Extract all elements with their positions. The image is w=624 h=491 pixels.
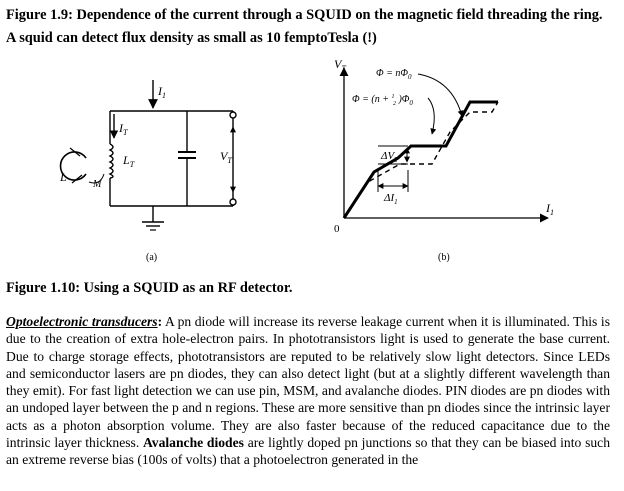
svg-text:ΔVT <box>380 150 399 164</box>
label-flux-half-sub: 0 <box>409 99 413 107</box>
label-lt: L <box>123 153 130 167</box>
graph-x-label-sub: 1 <box>550 208 554 217</box>
bold-term-avalanche: Avalanche diodes <box>143 435 244 451</box>
label-flux-n-sub: 0 <box>407 73 412 81</box>
svg-text:IT <box>118 121 128 137</box>
figure-1-9-drawing <box>0 52 624 270</box>
svg-text:LT <box>122 153 135 169</box>
paragraph-text-2: are lightly doped pn junctions so that they can be biased into such an extreme reverse bias (100s of volts) that a photoelectron generated in the <box>6 435 610 468</box>
label-l: L <box>60 170 67 184</box>
pointer-n-phi0 <box>418 74 462 116</box>
label-delta-v-sub: T <box>394 156 399 164</box>
label-flux-half-a: Φ = (n + <box>352 94 389 105</box>
label-delta-i-sub: 1 <box>394 198 398 206</box>
figure-1-10-caption: Figure 1.10: Using a SQUID as an RF detector. <box>6 280 293 296</box>
terminal-top <box>230 112 236 118</box>
paragraph-text-1: A pn diode will increase its reverse leakage current when it is illuminated. This is due to the creation of extra hole-electron pairs. In phototransistors light is used to generate the base current. Due to charge storage effects, phototransistors are reputed to be relatively slow light detectors. Since LEDs and semiconductor lasers are pn diodes, they can also detect light (but at a slightly different wavelength than they emit). For fast light detection we can use pin, MSM, and avalanche diodes. PIN diodes are pn diodes with an undoped layer between the p and n regions. These are more sensitive than pn diodes since the intrinsic layer acts as a photon absorption volume. They are also faster because of the reduced capacitance due to the intrinsic layer thickness. <box>6 314 610 451</box>
svg-text:Φ = (n + 1 2 <box>352 90 413 108</box>
svg-text:VT <box>334 57 346 73</box>
svg-text:I1 <box>157 84 166 100</box>
lead-term-wrap <box>6 314 162 329</box>
curve-dashed-half-phi0 <box>344 102 498 218</box>
vi-graph <box>344 68 548 218</box>
lead-colon: : <box>157 314 163 329</box>
label-vt-sub: T <box>227 156 232 165</box>
figure-1-9 <box>0 52 624 270</box>
graph-y-label-sub: T <box>341 64 346 73</box>
label-flux-half-den: 2 <box>392 101 396 107</box>
graph-origin: 0 <box>334 223 340 235</box>
label-it-sub: T <box>123 128 128 137</box>
terminal-bottom <box>230 199 236 205</box>
graph-y-label: V <box>334 57 342 71</box>
label-i1: I <box>158 84 162 98</box>
inductor-coil <box>110 144 113 178</box>
label-m: M <box>93 179 102 190</box>
label-delta-i: ΔI <box>384 192 395 204</box>
lead-term: Optoelectronic transducers <box>6 314 158 329</box>
label-i1-sub: 1 <box>162 91 166 100</box>
label-flux-half-b: )Φ <box>398 94 410 105</box>
label-it: I <box>119 121 123 135</box>
panel-label-b: (b) <box>438 252 450 263</box>
svg-text:Φ = nΦ0 <box>376 68 412 81</box>
curve-solid-n-phi0 <box>344 102 498 218</box>
figure-1-9-caption: Figure 1.9: Dependence of the current through a SQUID on the magnetic field threading the ring. A squid can detect flux density as small as 10 femptoTesla (!) <box>6 7 603 46</box>
body-paragraph <box>6 313 610 469</box>
circuit-diagram <box>61 80 236 230</box>
svg-text:VT <box>220 149 232 165</box>
panel-label-a: (a) <box>146 252 158 263</box>
pointer-half-phi0 <box>428 98 434 134</box>
label-flux-n: Φ = nΦ <box>376 68 408 79</box>
label-flux-half-num: 1 <box>391 94 395 100</box>
label-vt: V <box>220 149 228 163</box>
label-delta-v: ΔV <box>381 150 395 162</box>
svg-text:I1 <box>545 201 554 217</box>
graph-x-label: I <box>546 201 550 215</box>
svg-text:ΔI1 <box>383 192 398 206</box>
label-lt-sub: T <box>129 160 135 169</box>
